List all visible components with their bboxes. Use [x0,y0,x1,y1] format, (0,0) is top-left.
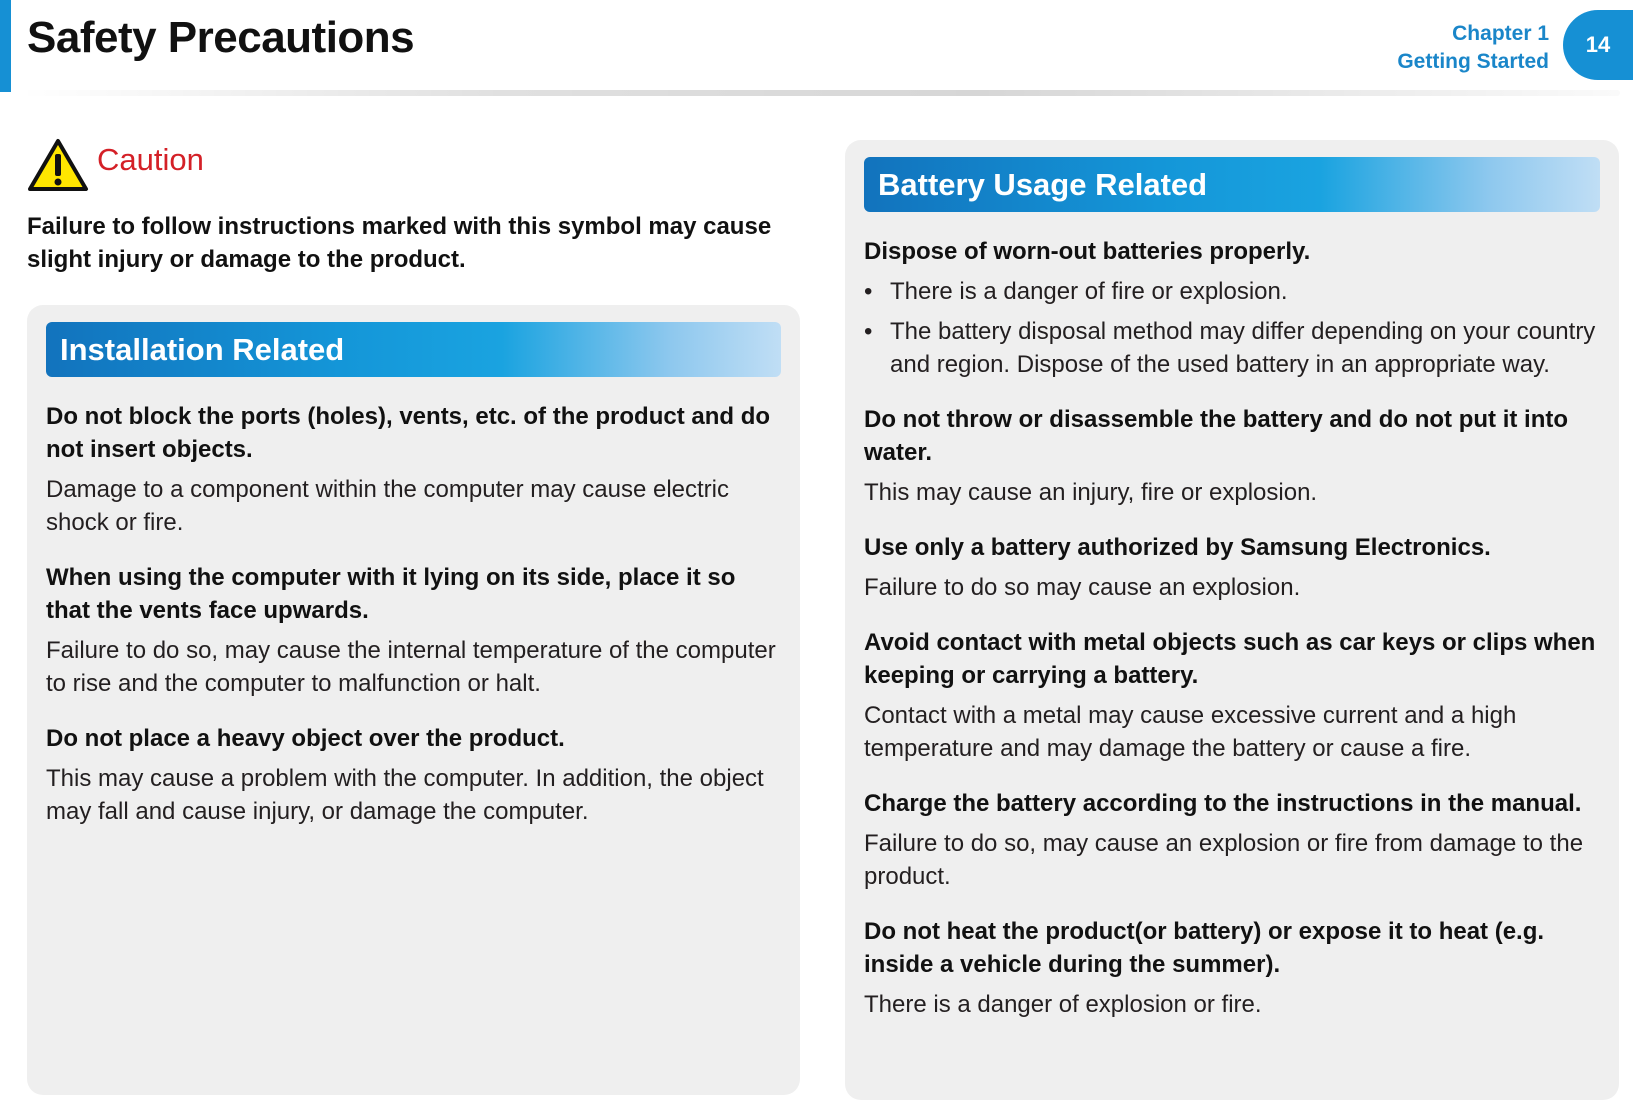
chapter-info [1397,20,1549,76]
item-title: Dispose of worn-out batteries properly. [864,238,1311,265]
bullet-marker: • [864,278,873,305]
bullet-text: The battery disposal method may differ depending on your country and region. Dispose of the used battery in an appropriate way. [890,318,1596,378]
item-text: Damage to a component within the computer may cause electric shock or fire. [46,476,730,536]
installation-item [46,561,786,700]
item-text: Failure to do so, may cause an explosion or fire from damage to the product. [864,830,1584,890]
page-title: Safety Precautions [27,13,415,62]
chapter-name: Getting Started [1397,50,1549,73]
installation-content [46,400,786,850]
warning-triangle-icon [27,138,89,192]
page-number: 14 [1585,32,1611,57]
installation-heading: Installation Related [46,322,781,377]
item-title: Do not block the ports (holes), vents, etc. of the product and do not insert objects. [46,403,771,463]
item-text: This may cause a problem with the computer. In addition, the object may fall and cause injury, or damage the computer. [46,765,764,825]
header-divider [20,90,1620,96]
installation-panel [27,305,800,1095]
item-title: Do not heat the product(or battery) or expose it to heat (e.g. inside a vehicle during the summer). [864,918,1545,978]
battery-content [864,235,1605,1043]
item-title: Avoid contact with metal objects such as car keys or clips when keeping or carrying a battery. [864,629,1596,689]
item-title: Use only a battery authorized by Samsung Electronics. [864,534,1491,561]
battery-item [864,235,1605,381]
battery-heading: Battery Usage Related [864,157,1600,212]
battery-item [864,626,1605,765]
battery-panel [845,140,1619,1100]
item-title: Do not place a heavy object over the product. [46,725,565,752]
battery-item [864,787,1605,893]
battery-item [864,531,1605,604]
bullet-item [864,275,1605,308]
item-text: This may cause an injury, fire or explosion. [864,479,1318,506]
item-text: Contact with a metal may cause excessive current and a high temperature and may damage the battery or cause a fire. [864,702,1517,762]
battery-item [864,915,1605,1021]
left-accent-bar [0,0,11,92]
item-text: Failure to do so, may cause the internal temperature of the computer to rise and the computer to malfunction or halt. [46,637,776,697]
item-text: Failure to do so may cause an explosion. [864,574,1301,601]
item-title: Do not throw or disassemble the battery and do not put it into water. [864,406,1569,466]
battery-item [864,403,1605,509]
page-number-badge [1563,10,1633,80]
item-title: When using the computer with it lying on its side, place it so that the vents face upwards. [46,564,736,624]
bullet-list [864,275,1605,381]
installation-item [46,400,786,539]
chapter-label: Chapter 1 [1452,22,1549,45]
bullet-text: There is a danger of fire or explosion. [890,278,1288,305]
installation-item [46,722,786,828]
bullet-marker: • [864,318,873,345]
bullet-item [864,315,1605,381]
item-text: There is a danger of explosion or fire. [864,991,1262,1018]
caution-heading [27,138,204,192]
item-title: Charge the battery according to the instructions in the manual. [864,790,1582,817]
caution-description: Failure to follow instructions marked with this symbol may cause slight injury or damage to the product. [27,213,772,273]
caution-label: Caution [97,142,204,177]
